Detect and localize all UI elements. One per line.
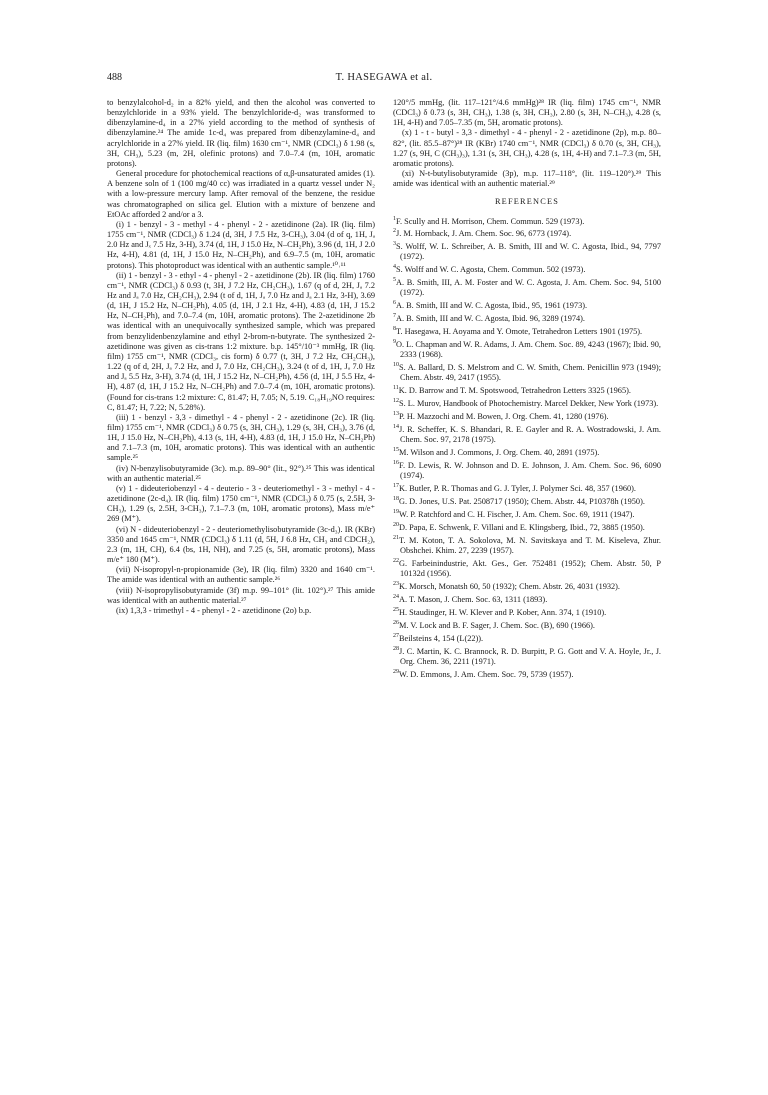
reference-number: 27 — [393, 632, 399, 639]
reference-item — [393, 324, 661, 337]
reference-text: J. M. Hornback, J. Am. Chem. Soc. 96, 6773 (1974). — [396, 229, 572, 239]
reference-text: T. M. Koton, T. A. Sokolova, M. N. Savitskaya and T. M. Kiseleva, Zhur. Obshchei. Khim. 27, 2239 (1957). — [399, 535, 661, 555]
reference-item — [393, 618, 661, 631]
reference-item — [393, 311, 661, 324]
reference-item — [393, 507, 661, 520]
reference-number: 28 — [393, 645, 399, 652]
reference-text: S. Wolff and W. C. Agosta, Chem. Commun. 502 (1973). — [396, 265, 586, 275]
reference-text: P. H. Mazzochi and M. Bowen, J. Org. Chem. 41, 1280 (1976). — [399, 412, 609, 422]
body-paragraph: to benzylalcohol-d₂ in a 82% yield, and then the alcohol was converted to benzylchloride in a 93% yield. The benzylchloride-d₂ was transformed to dibenzylamine-d₄ in a 27% yield according to the method of synthesis of dibenzylamine.²⁴ The amide 1c-d₄ was prepared from dibenzylamine-d₄ and acrylchloride in a 27% yield. IR (liq. film) 1630 cm⁻¹, NMR (CDCl₃) δ 1.98 (s, 3H, CH₃), 5.23 (m, 2H, olefinic protons) and 7.0–7.4 (m, 10H, aromatic protons). — [107, 98, 375, 168]
reference-number: 29 — [393, 668, 399, 675]
reference-number: 22 — [393, 558, 399, 565]
body-paragraph: (iii) 1 - benzyl - 3,3 - dimethyl - 4 - phenyl - 2 - azetidinone (2c). IR (liq. film) 1755 cm⁻¹, NMR (CDCl₃) δ 0.75 (s, 3H, CH₃), 1.29 (s, 3H, CH₃), 3.76 (d, 1H, J 15.0 Hz, N–CH₂Ph), 4.13 (s, 1H, 4-H), 4.83 (d, 1H, J 15.0 Hz, N–CH₂Ph) and 7.1–7.3 (m, 10H, aromatic protons). This was identical with an authentic sample.²⁵ — [107, 412, 375, 463]
reference-number: 24 — [393, 594, 399, 601]
reference-item — [393, 579, 661, 592]
reference-text: G. D. Jones, U.S. Pat. 2508717 (1950); Chem. Abstr. 44, P10378h (1950). — [399, 496, 645, 506]
reference-number: 8 — [393, 326, 396, 333]
body-paragraph: (ix) 1,3,3 - trimethyl - 4 - phenyl - 2 - azetidinone (2o) b.p. — [116, 605, 312, 615]
body-paragraph: (vi) N - dideuteriobenzyl - 2 - deuteriomethylisobutyramide (3c-d₃). IR (KBr) 3350 and 1645 cm⁻¹, NMR (CDCl₃) δ 1.11 (d, 5H, J 6.8 Hz, CH₃ and CDCH₂), 2.3 (m, 1H, CH), 6.4 (bs, 1H, NH), and 7.25 (s, 5H, aromatic protons), Mass m/e⁺ 180 (M⁺). — [107, 524, 375, 565]
body-paragraph: (viii) N-isopropylisobutyramide (3f) m.p. 99–101° (lit. 102°).²⁷ This amide was identical with an authentic material.²⁷ — [107, 585, 375, 605]
reference-item — [393, 298, 661, 311]
reference-item — [393, 556, 661, 579]
reference-number: 14 — [393, 424, 399, 431]
reference-number: 3 — [393, 241, 396, 248]
body-paragraph: (ii) 1 - benzyl - 3 - ethyl - 4 - phenyl - 2 - azetidinone (2b). IR (liq. film) 1760 cm⁻¹, NMR (CDCl₃) δ 0.93 (t, 3H, J 7.2 Hz, CH₂CH₃), 1.67 (q of d, 2H, Jₐ 7.2 Hz and Jₐ 7.0 Hz, CH₂CH₃), 2.94 (t of d, 1H, Jₐ 7.0 Hz and Jₐ 2.1 Hz, 3-H), 3.69 (d, 1H, J 15.2 Hz, N–CH₂Ph), 4.05 (d, 1H, J 2.1 Hz, 4-H), 4.83 (d, 1H, J 15.2 Hz, N–CH₂Ph), and 7.0–7.4 (m, 10H, aromatic protons). The 2-azetidinone 2b was identical with an unequivocally synthesized sample, which was prepared from benzylidenbenzylamine and ethyl 2-brom-n-butyrate. The synthesized 2-azetidinone was given as cis-trans 1:2 mixture. b.p. 145°/10⁻³ mmHg, IR (liq. film) 1755 cm⁻¹, NMR (CDCl₃, cis form) δ 0.77 (t, 3H, J 7.2 Hz, CH₂CH₃), 1.22 (q of d, 2H, Jₐ 7.2 Hz, and Jₐ 7.0 Hz, CH₂CH₃), 3.24 (t of d, 1H, Jₐ 7.0 Hz and Jₐ 5.5 Hz, 3-H), 3.74 (d, 1H, J 15.2 Hz, N–CH₂Ph), 4.56 (d, 1H, J 5.5 Hz, 4-H), 4.87 (d, 1H, J 15.2 Hz, N–CH₂Ph) and 7.0–7.4 (m, 10H, aromatic protons). (Found for cis-trans 1:2 mixture: C, 81.47; H, 7.05; N, 5.19. C₁₈H₁₉NO requires: C, 81.47; H, 7.22; N, 5.28%). — [107, 270, 375, 412]
reference-text: K. D. Barrow and T. M. Spotswood, Tetrahedron Letters 3325 (1965). — [398, 386, 631, 396]
reference-item — [393, 262, 661, 275]
reference-item — [393, 422, 661, 445]
reference-item — [393, 226, 661, 239]
reference-text: S. Wolff, W. L. Schreiber, A. B. Smith, III and W. C. Agosta, Ibid., 94, 7797 (1972). — [396, 242, 661, 262]
reference-number: 13 — [393, 411, 399, 418]
reference-number: 17 — [393, 483, 399, 490]
reference-number: 16 — [393, 460, 399, 467]
page-number: 488 — [107, 72, 122, 83]
reference-text: A. B. Smith, III and W. C. Agosta, Ibid. 96, 3289 (1974). — [396, 314, 585, 324]
reference-item — [393, 239, 661, 262]
reference-text: K. Morsch, Monatsh 60, 50 (1932); Chem. Abstr. 26, 4031 (1932). — [399, 581, 621, 591]
reference-number: 1 — [393, 215, 396, 222]
reference-text: W. D. Emmons, J. Am. Chem. Soc. 79, 5739 (1957). — [399, 669, 574, 679]
reference-number: 11 — [393, 385, 399, 392]
reference-item — [393, 383, 661, 396]
reference-text: S. L. Murov, Handbook of Photochemistry. Marcel Dekker, New York (1973). — [399, 399, 659, 409]
reference-number: 9 — [393, 339, 396, 346]
right-column — [393, 98, 661, 680]
left-column — [107, 98, 375, 616]
reference-item — [393, 605, 661, 618]
reference-item — [393, 644, 661, 667]
reference-item — [393, 214, 661, 227]
body-paragraph: (i) 1 - benzyl - 3 - methyl - 4 - phenyl - 2 - azetidinone (2a). IR (liq. film) 1755 cm⁻¹, NMR (CDCl₃) δ 1.24 (d, 3H, J 7.5 Hz, 3-CH₃), 3.04 (d of q, 1H, Jₐ 2.0 Hz and Jₓ 7.5 Hz, 3-H), 3.74 (d, 1H, J 15.0 Hz, N–CH₂Ph), 3.96 (d, 1H, J 2.0 Hz, 4-H), 4.81 (d, 1H, J 15.0 Hz, N–CH₂Ph), and 6.9–7.5 (m, 10H, aromatic protons). This photoproduct was identical with an authentic sample.¹⁰˒¹¹ — [107, 219, 375, 270]
reference-text: F. Scully and H. Morrison, Chem. Commun. 529 (1973). — [396, 216, 585, 226]
reference-number: 20 — [393, 522, 399, 529]
references-heading: REFERENCES — [494, 197, 560, 207]
reference-text: M. Wilson and J. Commons, J. Org. Chem. 40, 2891 (1975). — [399, 448, 600, 458]
reference-number: 4 — [393, 264, 396, 271]
running-head: T. HASEGAWA et al. — [335, 72, 433, 83]
reference-item — [393, 396, 661, 409]
reference-text: G. Farbeinindustrie, Akt. Ges., Ger. 752481 (1952); Chem. Abstr. 50, P 10132d (1956). — [399, 558, 661, 578]
body-paragraph: (x) 1 - t - butyl - 3,3 - dimethyl - 4 - phenyl - 2 - azetidinone (2p), m.p. 80–82°, (lit. 85.5–87°)²⁸ IR (KBr) 1740 cm⁻¹, NMR (CDCl₃) δ 0.70 (s, 3H, CH₃), 1.27 (s, 9H, C (CH₃)₃), 1.31 (s, 3H, CH₃), 4.28 (s, 1H, 4-H) and 7.1–7.3 (m, 5H, aromatic protons). — [393, 128, 661, 168]
reference-text: M. V. Lock and B. F. Sager, J. Chem. Soc. (B), 690 (1966). — [399, 620, 595, 630]
reference-text: A. B. Smith, III, A. M. Foster and W. C. Agosta, J. Am. Chem. Soc. 94, 5100 (1972). — [396, 278, 661, 298]
body-paragraph: General procedure for photochemical reactions of α,β-unsaturated amides (1). A benzene soln of 1 (100 mg/40 cc) was irradiated in a quartz vessel under N₂ with a low-pressure mercury lamp. After removal of the benzene, the residue was chromatographed on silica gel. Elution with a mixture of benzene and EtOAc afforded 2 and/or a 3. — [107, 169, 375, 219]
reference-number: 15 — [393, 447, 399, 454]
reference-text: O. L. Chapman and W. R. Adams, J. Am. Chem. Soc. 89, 4243 (1967); Ibid. 90, 2333 (1968). — [396, 340, 661, 360]
references-list — [393, 214, 661, 680]
reference-text: W. P. Ratchford and C. H. Fischer, J. Am. Chem. Soc. 69, 1911 (1947). — [399, 509, 635, 519]
reference-number: 21 — [393, 534, 399, 541]
reference-text: J. C. Martin, K. C. Brannock, R. D. Burpitt, P. G. Gott and V. A. Hoyle, Jr., J. Org. Chem. 36, 2211 (1971). — [399, 646, 661, 666]
reference-text: Beilsteins 4, 154 (L(22)). — [399, 633, 484, 643]
reference-text: S. A. Ballard, D. S. Melstrom and C. W. Smith, Chem. Penicillin 973 (1949); Chem. Abstr. 49, 2417 (1955). — [399, 363, 661, 383]
reference-number: 2 — [393, 228, 396, 235]
reference-text: T. Hasegawa, H. Aoyama and Y. Omote, Tetrahedron Letters 1901 (1975). — [396, 327, 643, 337]
reference-number: 5 — [393, 277, 396, 284]
body-paragraph: (v) 1 - dideuteriobenzyl - 4 - deuterio - 3 - deuteriomethyl - 3 - methyl - 4 - azetidinone (2c-d₄). IR (liq. film) 1750 cm⁻¹, NMR (CDCl₃) δ 0.75 (s, 2.5H, 3-CH₃), 1.29 (s, 2.5H, 3-CH₃), 7.1–7.3 (m, 10H, aromatic protons), Mass m/e⁺ 269 (M⁺). — [107, 483, 375, 524]
reference-item — [393, 458, 661, 481]
reference-number: 26 — [393, 619, 399, 626]
reference-item — [393, 667, 661, 680]
body-paragraph: (vii) N-isopropyl-n-propionamide (3e), IR (liq. film) 3320 and 1640 cm⁻¹. The amide was identical with an authentic sample.²⁶ — [107, 565, 375, 585]
reference-item — [393, 520, 661, 533]
reference-item — [393, 533, 661, 556]
body-paragraph: (xi) N-t-butylisobutyramide (3p), m.p. 117–118°, (lit. 119–120°).²⁹ This amide was identical with an authentic material.²⁹ — [393, 169, 661, 189]
reference-number: 25 — [393, 606, 399, 613]
body-paragraph: 120°/5 mmHg, (lit. 117–121°/4.6 mmHg)²⁸ IR (liq. film) 1745 cm⁻¹, NMR (CDCl₃) δ 0.73 (s, 3H, CH₃), 1.38 (s, 3H, CH₃), 2.80 (s, 3H, N–CH₃), 4.28 (s, 1H, 4-H) and 7.05–7.35 (m, 5H, aromatic protons). — [393, 98, 661, 128]
reference-item — [393, 337, 661, 360]
reference-item — [393, 481, 661, 494]
reference-text: K. Butler, P. R. Thomas and G. J. Tyler, J. Polymer Sci. 48, 357 (1960). — [399, 484, 636, 494]
reference-number: 7 — [393, 313, 396, 320]
reference-number: 23 — [393, 581, 399, 588]
reference-item — [393, 494, 661, 507]
reference-number: 10 — [393, 362, 399, 369]
reference-item — [393, 445, 661, 458]
reference-text: H. Staudinger, H. W. Klever and P. Kober, Ann. 374, 1 (1910). — [399, 607, 607, 617]
reference-number: 6 — [393, 300, 396, 307]
reference-item — [393, 592, 661, 605]
reference-text: A. B. Smith, III and W. C. Agosta, Ibid., 95, 1961 (1973). — [396, 301, 588, 311]
body-paragraph: (iv) N-benzylisobutyramide (3c). m.p. 89–90° (lit., 92°).²⁵ This was identical with an authentic material.²⁵ — [107, 463, 375, 483]
reference-number: 18 — [393, 496, 399, 503]
reference-text: F. D. Lewis, R. W. Johnson and D. E. Johnson, J. Am. Chem. Soc. 96, 6090 (1974). — [399, 460, 661, 481]
reference-text: D. Papa, E. Schwenk, F. Villani and E. Klingsberg, Ibid., 72, 3885 (1950). — [399, 522, 645, 532]
reference-item — [393, 409, 661, 422]
reference-number: 19 — [393, 509, 399, 516]
reference-item — [393, 360, 661, 383]
reference-text: A. T. Mason, J. Chem. Soc. 63, 1311 (1893). — [399, 594, 548, 604]
reference-item — [393, 275, 661, 298]
reference-text: J. R. Scheffer, K. S. Bhandari, R. E. Gayler and R. A. Wostradowski, J. Am. Chem. Soc. 97, 2178 (1975). — [399, 424, 661, 445]
reference-number: 12 — [393, 398, 399, 405]
reference-item — [393, 631, 661, 644]
